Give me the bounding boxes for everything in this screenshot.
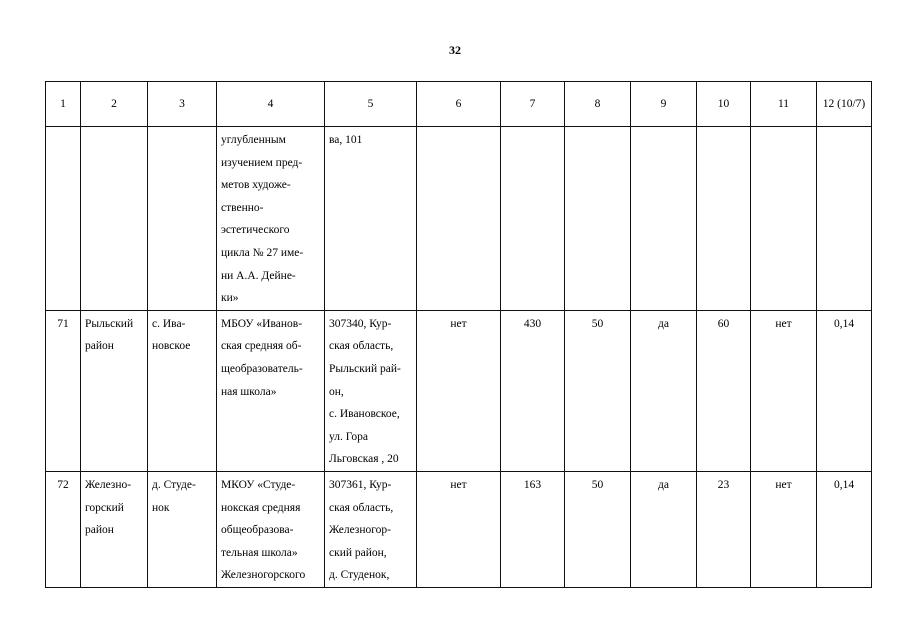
table-row [46,310,872,471]
cell-col6: нет [417,310,501,471]
cell-col7 [501,127,565,311]
cell-col12: 0,14 [817,471,872,587]
page-number: 32 [449,43,461,57]
cell-col6: нет [417,471,501,587]
cell-col12 [817,127,872,311]
cell-col8 [565,127,631,311]
header-cell: 2 [81,82,148,127]
header-cell: 12 (10/7) [817,82,872,127]
cell-col11: нет [751,471,817,587]
cell-school-name: МКОУ «Студе- нокская средняя общеобразова- тельная школа» Железногорского [217,471,325,587]
data-table [45,81,872,588]
cell-district [81,127,148,311]
cell-col6 [417,127,501,311]
cell-number [46,127,81,311]
cell-col10: 60 [697,310,751,471]
cell-number: 71 [46,310,81,471]
header-cell: 8 [565,82,631,127]
cell-district: Железно- горский район [81,471,148,587]
cell-locality: д. Студе- нок [148,471,217,587]
cell-col7: 430 [501,310,565,471]
header-cell: 6 [417,82,501,127]
cell-col9: да [631,471,697,587]
header-row [46,82,872,127]
cell-col12: 0,14 [817,310,872,471]
table-row [46,127,872,311]
header-cell: 11 [751,82,817,127]
cell-address: ва, 101 [325,127,417,311]
header-cell: 1 [46,82,81,127]
cell-number: 72 [46,471,81,587]
cell-school-name: углубленным изучением пред- метов художе- ственно- эстетического цикла № 27 име- ни А.А. Дейне- ки» [217,127,325,311]
cell-col10 [697,127,751,311]
cell-address: 307340, Кур- ская область, Рыльский рай- он, с. Ивановское, ул. Гора Льговская , 20 [325,310,417,471]
cell-address: 307361, Кур- ская область, Железногор- ский район, д. Студенок, [325,471,417,587]
header-cell: 9 [631,82,697,127]
cell-col8: 50 [565,310,631,471]
cell-col11 [751,127,817,311]
header-cell: 4 [217,82,325,127]
cell-locality [148,127,217,311]
cell-col8: 50 [565,471,631,587]
cell-district: Рыльский район [81,310,148,471]
cell-col9: да [631,310,697,471]
header-cell: 5 [325,82,417,127]
header-cell: 3 [148,82,217,127]
cell-col9 [631,127,697,311]
cell-school-name: МБОУ «Иванов- ская средняя об- щеобразователь- ная школа» [217,310,325,471]
cell-col7: 163 [501,471,565,587]
cell-col10: 23 [697,471,751,587]
header-cell: 10 [697,82,751,127]
cell-col11: нет [751,310,817,471]
cell-locality: с. Ива- новское [148,310,217,471]
header-cell: 7 [501,82,565,127]
table-row [46,471,872,587]
